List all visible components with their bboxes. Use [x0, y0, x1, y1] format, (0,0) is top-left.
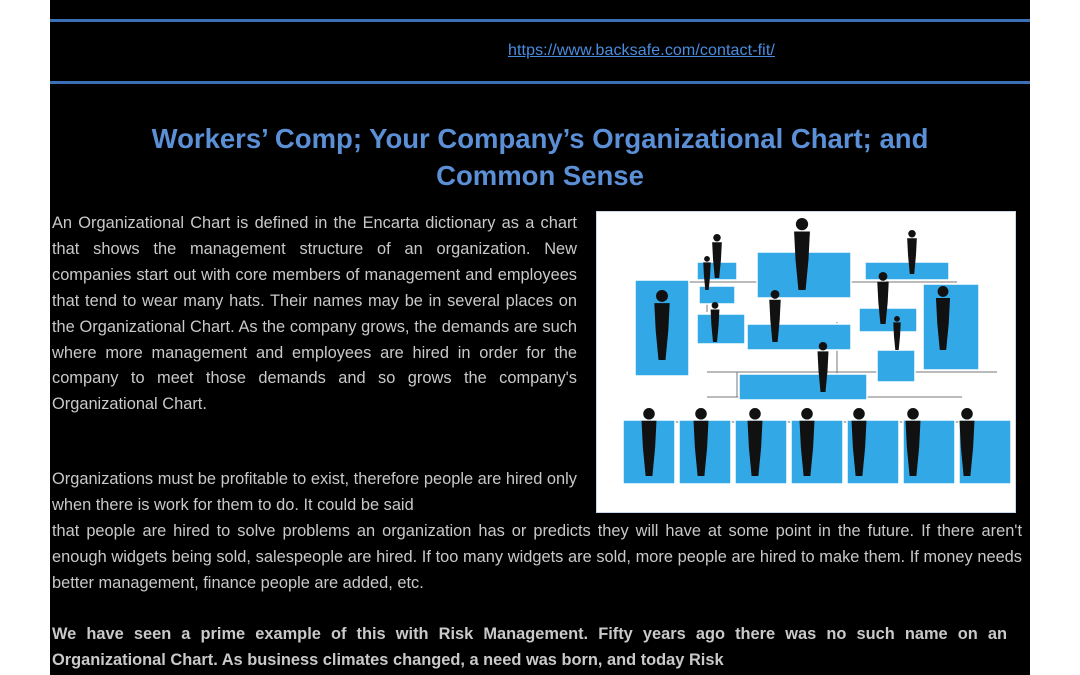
person-head — [908, 230, 915, 237]
person-head — [819, 342, 828, 351]
person-head — [907, 408, 919, 420]
person-head — [796, 218, 808, 230]
article-title — [50, 120, 1030, 194]
person-head — [749, 408, 761, 420]
org-box — [791, 420, 843, 484]
paragraph-2-rest: that people are hired to solve problems an organization has or predicts they will have at some point in the future. If there aren't enough widgets being sold, salespeople are hired. If too many widgets are sold, more people are hired to make them. If money needs better management, finance people are added, etc. — [52, 522, 1022, 592]
org-box — [865, 262, 949, 280]
person-head — [704, 256, 710, 262]
org-box — [697, 314, 745, 344]
title-line-2: Common Sense — [436, 160, 644, 191]
person-head — [961, 408, 973, 420]
person-head — [771, 290, 780, 299]
contact-link[interactable]: https://www.backsafe.com/contact-fit/ — [508, 42, 775, 59]
org-box — [739, 374, 867, 400]
org-box — [859, 308, 917, 332]
person-head — [801, 408, 813, 420]
document-page — [50, 0, 1030, 675]
org-chart-drawing — [597, 212, 1015, 512]
org-chart-illustration — [596, 211, 1016, 513]
org-box — [747, 324, 851, 350]
header-bottom-rule — [50, 81, 1030, 84]
person-head — [879, 272, 888, 281]
person-head — [656, 290, 668, 302]
person-head — [712, 302, 719, 309]
person-head — [643, 408, 655, 420]
person-head — [894, 316, 900, 322]
person-silhouette — [893, 322, 900, 350]
header-top-rule — [50, 19, 1030, 22]
title-line-1: Workers’ Comp; Your Company’s Organizational Chart; and — [151, 123, 929, 154]
person-head — [853, 408, 865, 420]
paragraph-3: We have seen a prime example of this with Risk Management. Fifty years ago there was no such name on an Organizational Chart. As business climates changed, a need was born, and today Risk — [52, 625, 1007, 669]
org-box — [877, 350, 915, 382]
paragraph-1: An Organizational Chart is defined in the Encarta dictionary as a chart that shows the management structure of an organization. New companies start out with core members of management and employees that tend to wear many hats. Their names may be in several places on the Organizational Chart. As the company grows, the demands are such where more management and employees are hired in order for the company to meet those demands and so grows the company's Organizational Chart. — [52, 214, 577, 414]
paragraph-2-start: Organizations must be profitable to exist, therefore people are hired only when there is work for them to do. It could be said — [52, 470, 577, 514]
person-head — [695, 408, 707, 420]
org-box — [923, 284, 979, 370]
person-head — [938, 286, 949, 297]
person-head — [713, 234, 720, 241]
org-box — [699, 286, 735, 304]
